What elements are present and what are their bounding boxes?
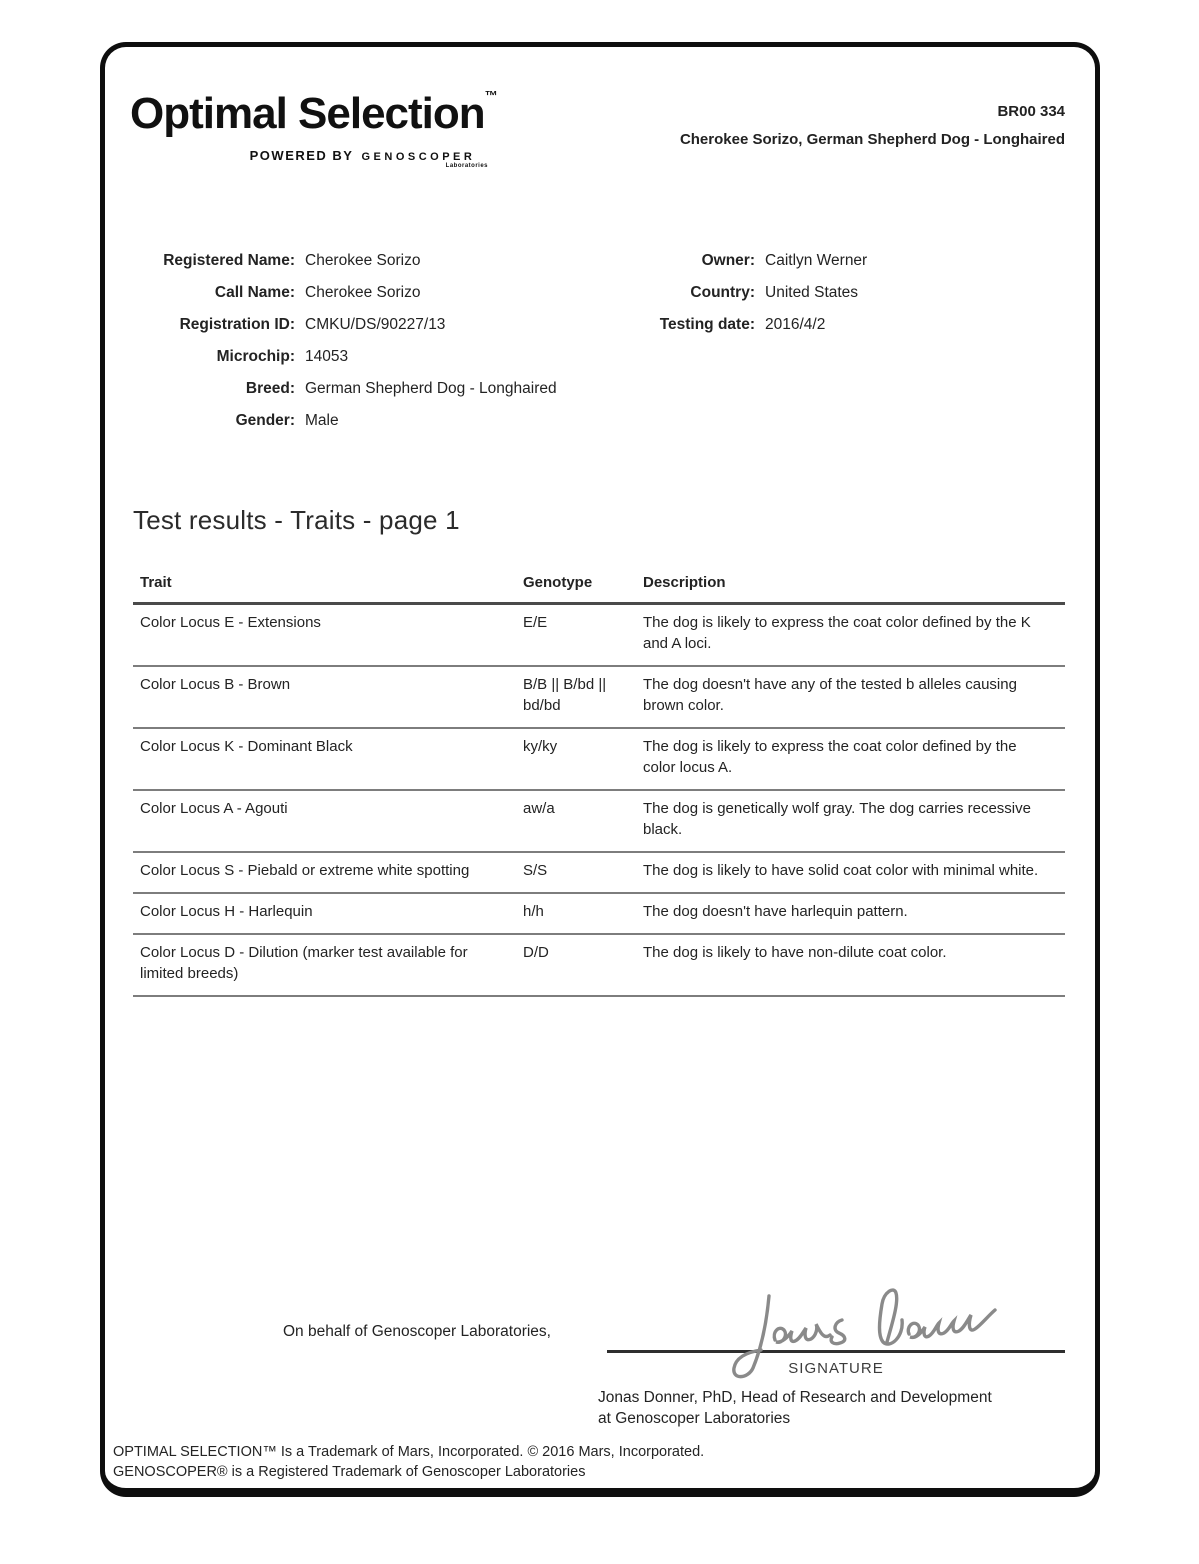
brand-logo — [130, 88, 498, 169]
signatory-line1: Jonas Donner, PhD, Head of Research and Development — [598, 1389, 992, 1406]
genotype-cell: E/E — [523, 614, 548, 631]
info-value: 14053 — [305, 348, 349, 365]
description-cell: The dog is genetically wolf gray. The dog carries recessive black. — [643, 800, 1031, 838]
info-label: Testing date: — [659, 316, 755, 333]
trait-cell: Color Locus D - Dilution (marker test available for limited breeds) — [140, 944, 468, 982]
table-row — [133, 605, 1065, 667]
powered-by-line — [130, 147, 490, 169]
signatory-name-title — [598, 1387, 1068, 1429]
powered-by-label: POWERED BY — [249, 148, 354, 163]
info-value: Cherokee Sorizo — [305, 252, 421, 269]
info-row-country — [560, 283, 980, 303]
footer-line1: OPTIMAL SELECTION™ Is a Trademark of Mars, Incorporated. © 2016 Mars, Incorporated. — [113, 1444, 705, 1460]
info-label: Owner: — [701, 252, 755, 269]
description-cell: The dog is likely to express the coat color defined by the K and A loci. — [643, 614, 1031, 652]
footer-trademark-text — [113, 1442, 993, 1482]
table-row — [133, 894, 1065, 935]
info-row-call-name — [130, 283, 590, 303]
on-behalf-text: On behalf of Genoscoper Laboratories, — [283, 1323, 551, 1340]
info-value: Cherokee Sorizo — [305, 284, 421, 301]
genoscoper-wordmark: GENOSCOPER — [361, 151, 476, 163]
info-label: Registered Name: — [163, 252, 295, 269]
genotype-cell: D/D — [523, 944, 549, 961]
genotype-cell: ky/ky — [523, 738, 558, 755]
table-row — [133, 935, 1065, 997]
table-row — [133, 853, 1065, 894]
info-row-registration-id — [130, 315, 590, 335]
info-row-breed — [130, 379, 590, 399]
info-label: Breed: — [245, 380, 295, 397]
description-cell: The dog doesn't have harlequin pattern. — [643, 903, 908, 920]
table-row — [133, 729, 1065, 791]
description-cell: The dog is likely to express the coat color defined by the color locus A. — [643, 738, 1017, 776]
column-header-trait: Trait — [140, 574, 172, 591]
description-cell: The dog is likely to have solid coat color with minimal white. — [643, 862, 1039, 879]
owner-info-block — [560, 251, 980, 347]
info-value: Caitlyn Werner — [765, 252, 868, 269]
footer-line2: GENOSCOPER® is a Registered Trademark of Genoscoper Laboratories — [113, 1464, 586, 1480]
column-header-description: Description — [643, 574, 726, 591]
trait-cell: Color Locus B - Brown — [140, 676, 291, 693]
report-meta — [680, 103, 1065, 148]
info-row-gender — [130, 411, 590, 431]
trait-cell: Color Locus H - Harlequin — [140, 903, 313, 920]
info-row-microchip — [130, 347, 590, 367]
report-id: BR00 334 — [997, 103, 1065, 120]
info-label: Gender: — [235, 412, 295, 429]
info-value: German Shepherd Dog - Longhaired — [305, 380, 557, 397]
table-row — [133, 667, 1065, 729]
info-row-testing-date — [560, 315, 980, 335]
trait-cell: Color Locus A - Agouti — [140, 800, 288, 817]
signatory-line2: at Genoscoper Laboratories — [598, 1410, 791, 1427]
description-cell: The dog is likely to have non-dilute coat color. — [643, 944, 947, 961]
table-header-row — [133, 568, 1065, 605]
info-value: United States — [765, 284, 859, 301]
info-row-registered-name — [130, 251, 590, 271]
info-row-owner — [560, 251, 980, 271]
info-label: Microchip: — [216, 348, 295, 365]
table-row — [133, 791, 1065, 853]
genoscoper-laboratories-label: Laboratories — [445, 163, 488, 169]
genotype-cell: h/h — [523, 903, 544, 920]
trait-cell: Color Locus K - Dominant Black — [140, 738, 353, 755]
info-label: Registration ID: — [179, 316, 295, 333]
trademark-symbol: ™ — [484, 88, 498, 103]
info-value: CMKU/DS/90227/13 — [305, 316, 446, 333]
trait-cell: Color Locus E - Extensions — [140, 614, 321, 631]
description-cell: The dog doesn't have any of the tested b alleles causing brown color. — [643, 676, 1017, 714]
genotype-cell: aw/a — [523, 800, 555, 817]
brand-wordmark — [130, 88, 498, 139]
column-header-genotype: Genotype — [523, 574, 593, 591]
report-subject: Cherokee Sorizo, German Shepherd Dog - Longhaired — [679, 131, 1065, 148]
info-label: Call Name: — [214, 284, 295, 301]
genotype-cell: B/B || B/bd || bd/bd — [523, 676, 607, 714]
info-label: Country: — [690, 284, 755, 301]
dog-info-block — [130, 251, 590, 443]
results-table — [133, 568, 1065, 997]
info-value: 2016/4/2 — [765, 316, 826, 333]
trait-cell: Color Locus S - Piebald or extreme white spotting — [140, 862, 470, 879]
info-value: Male — [305, 412, 339, 429]
signature-label: SIGNATURE — [788, 1360, 884, 1377]
brand-name: Optimal Selection — [130, 89, 485, 138]
page-title: Test results - Traits - page 1 — [133, 505, 460, 535]
genotype-cell: S/S — [523, 862, 548, 879]
